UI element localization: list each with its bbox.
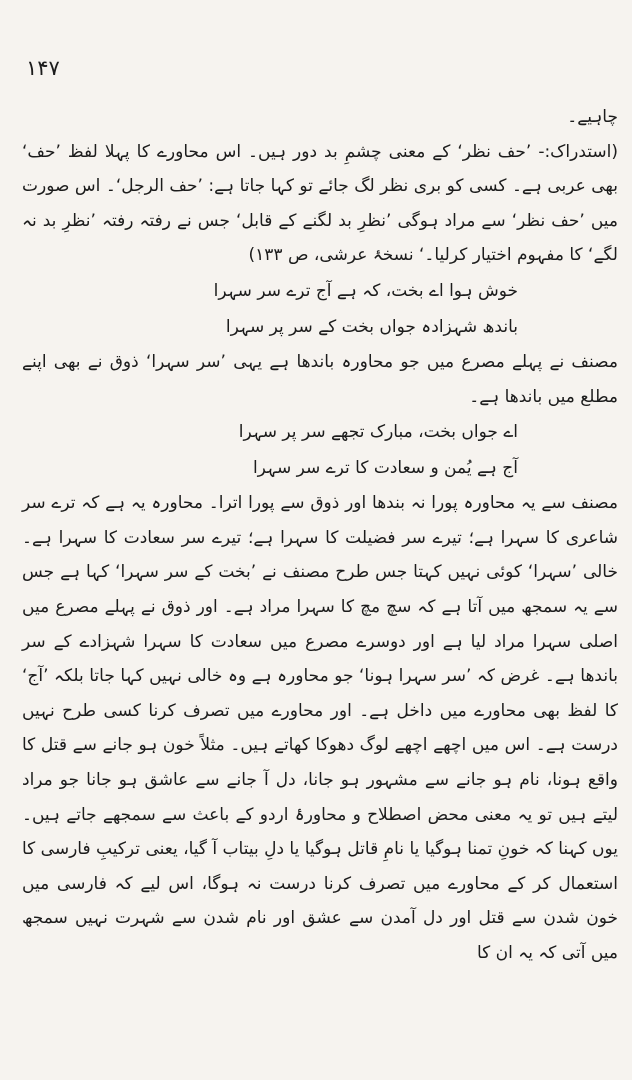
paragraph-comment: مصنف نے پہلے مصرع میں جو محاورہ باندھا ہے یہی ’سر سہرا‘ ذوق نے بھی اپنے مطلع میں باندھا ہے۔ — [22, 351, 618, 407]
page-number: ۱۴۷ — [26, 56, 60, 80]
verse-couplet-1 — [22, 273, 618, 345]
verse-line: باندھ شہزادہ جواں بخت کے سر پر سہرا — [225, 316, 518, 337]
paragraph-body: مصنف سے یہ محاورہ پورا نہ بندھا اور ذوق سے پورا اترا۔ محاورہ یہ ہے کہ ترے سر شاعری کا سہرا ہے؛ تیرے سر فضیلت کا سہرا ہے؛ تیرے سر سعادت کا سہرا ہے۔ خالی ’سہرا‘ کوئی نہیں کہتا جس طرح مصنف نے ’بخت کے سر سہرا‘ کہا ہے جس سے یہ سمجھ میں آتا ہے کہ سچ مچ کا سہرا مراد ہے۔ اور ذوق نے پہلے مصرع میں اصلی سہرا مراد لیا ہے اور دوسرے مصرع میں سعادت کا سہرا شہزادے کے سر باندھا ہے۔ غرض کہ ’سر سہرا ہونا‘ جو محاورہ ہے وہ خالی نہیں کہا جاتا بلکہ ’آج‘ کا لفظ بھی محاورے میں داخل ہے۔ اور محاورے میں تصرف کرنا کسی طرح نہیں درست ہے۔ اس میں اچھے اچھے لوگ دھوکا کھاتے ہیں۔ مثلاً خون ہو جانے سے قتل کا واقع ہونا، نام ہو جانے سے مشہور ہو جانا، دل آ جانے سے عاشق ہو جانا جو مراد لیتے ہیں تو یہ معنی محض اصطلاح و محاورۂ اردو کے باعث سے سمجھے جاتے ہیں۔ یوں کہنا کہ خونِ تمنا ہوگیا یا نامِ قاتل ہوگیا یا دلِ بیتاب آ گیا، یعنی ترکیبِ فارسی کا استعمال کر کے محاورے میں تصرف کرنا درست نہ ہوگا، اس لیے کہ فارسی میں خون شدن سے قتل اور دل آمدن سے عشق اور نام شدن سے شہرت نہیں سمجھ میں آتی کہ یہ ان کا — [22, 493, 618, 963]
verse-line: خوش ہوا اے بخت، کہ ہے آج ترے سر سہرا — [213, 280, 518, 301]
verse-line: آج ہے یُمن و سعادت کا ترے سر سہرا — [252, 458, 518, 479]
paragraph-istidrak: (استدراک:- ’حف نظر‘ کے معنی چشمِ بد دور ہیں۔ اس محاورے کا پہلا لفظ ’حف‘ بھی عربی ہے۔ کسی کو بری نظر لگ جائے تو کہا جاتا ہے: ’حف الرجل‘۔ اس صورت میں ’حف نظر‘ سے مراد ہوگی ’نظرِ بد لگنے کے قابل‘ جس نے رفتہ رفتہ ’نظرِ بد نہ لگے‘ کا مفہوم اختیار کرلیا۔‘ نسخۂ عرشی، ص ۱۳۳) — [22, 141, 618, 266]
verse-line: اے جواں بخت، مبارک تجھے سر پر سہرا — [238, 422, 518, 443]
paragraph-intro: چاہیے۔ — [567, 107, 618, 127]
verse-couplet-2 — [22, 414, 618, 486]
page-content — [22, 100, 618, 970]
